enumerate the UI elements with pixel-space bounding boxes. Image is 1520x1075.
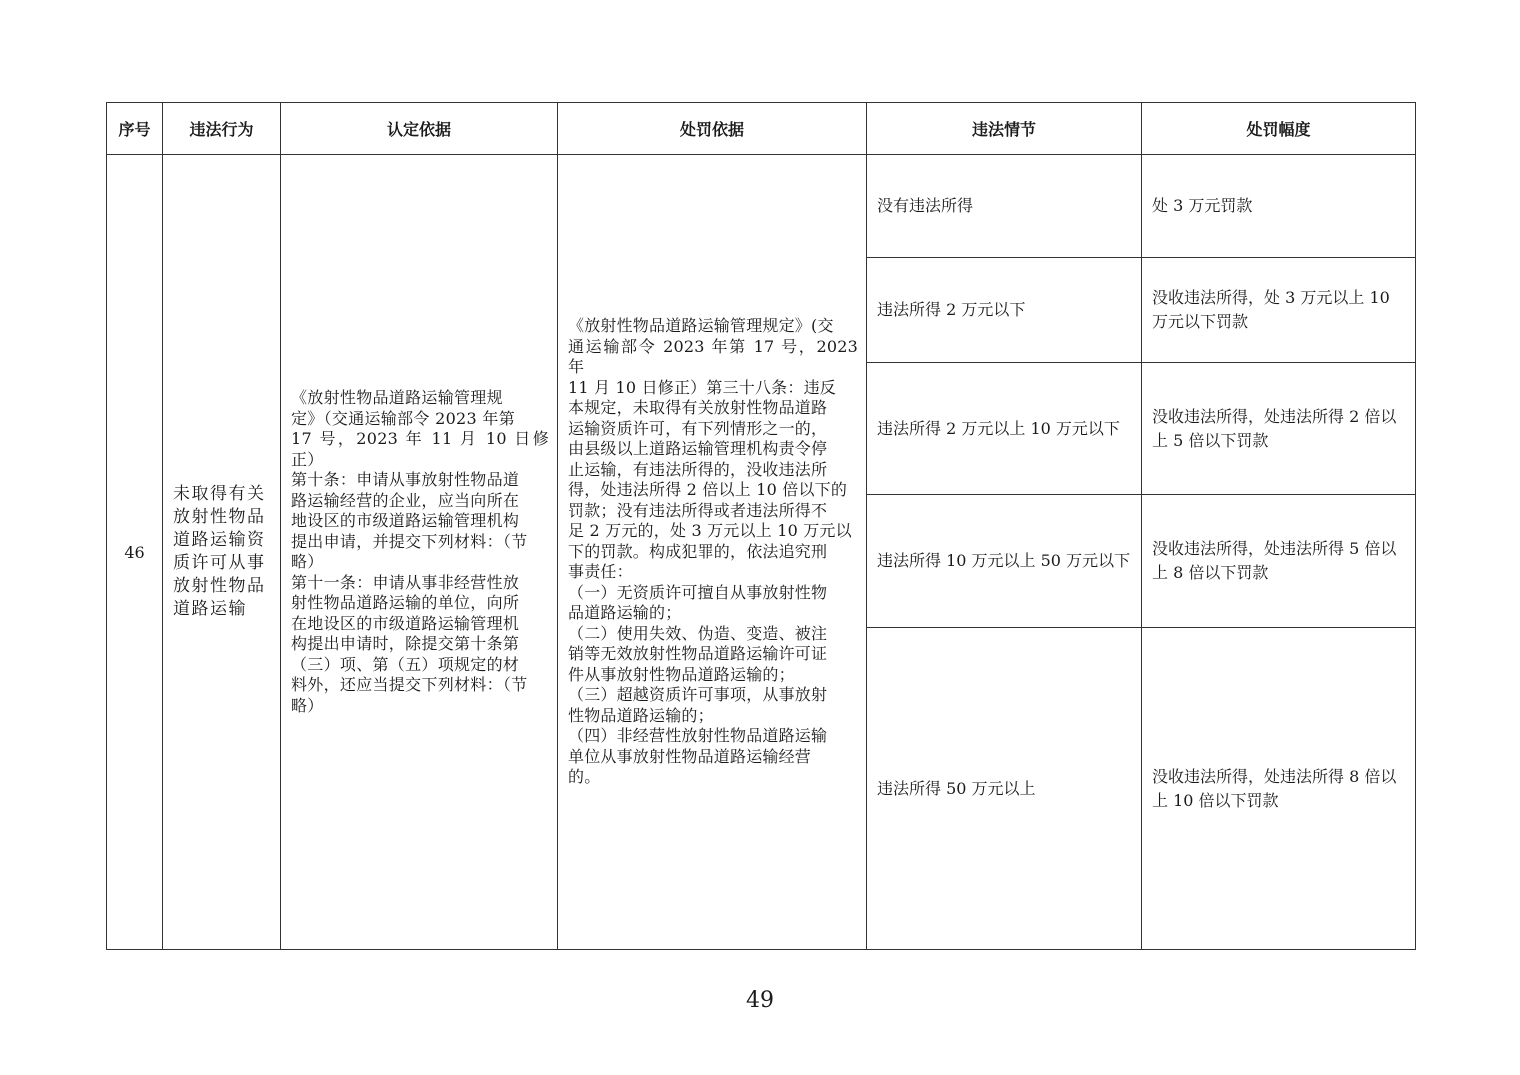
header-basis: 认定依据 bbox=[281, 103, 558, 155]
range-cell: 没收违法所得，处违法所得 5 倍以上 8 倍以下罚款 bbox=[1142, 495, 1416, 628]
situation-cell: 违法所得 50 万元以上 bbox=[867, 628, 1142, 950]
penalty-line: 事责任： bbox=[568, 562, 633, 582]
basis-line: 定》（交通运输部令 2023 年第 bbox=[291, 408, 515, 428]
basis-line: 料外，还应当提交下列材料：（节 bbox=[291, 675, 528, 694]
range-cell: 没收违法所得，处违法所得 8 倍以上 10 倍以下罚款 bbox=[1142, 628, 1416, 950]
penalty-line: 止运输，有违法所得的，没收违法所 bbox=[568, 459, 828, 479]
penalty-line: 下的罚款。构成犯罪的，依法追究刑 bbox=[568, 541, 828, 561]
basis-line: 射性物品道路运输的单位，向所 bbox=[291, 593, 520, 612]
basis-line: （三）项、第（五）项规定的材 bbox=[291, 654, 520, 674]
basis-line: 略） bbox=[291, 552, 324, 571]
range-cell: 没收违法所得，处违法所得 2 倍以上 5 倍以下罚款 bbox=[1142, 363, 1416, 495]
behavior-line: 未取得有关 bbox=[173, 484, 266, 504]
penalty-line: 件从事放射性物品道路运输的； bbox=[568, 664, 795, 684]
penalty-line: 性物品道路运输的； bbox=[568, 705, 714, 725]
basis-line: 提出申请，并提交下列材料：（节 bbox=[291, 531, 528, 551]
penalty-table bbox=[106, 102, 1416, 950]
header-penalty-basis: 处罚依据 bbox=[558, 103, 867, 155]
basis-line: 第十一条：申请从事非经营性放 bbox=[291, 572, 520, 592]
behavior-line: 道路运输 bbox=[173, 599, 247, 619]
row-behavior bbox=[163, 155, 281, 950]
behavior-line: 道路运输资 bbox=[173, 530, 266, 550]
situation-cell: 违法所得 10 万元以上 50 万元以下 bbox=[867, 495, 1142, 628]
penalty-line: 得，处违法所得 2 倍以上 10 倍以下的 bbox=[568, 480, 848, 500]
range-cell: 处 3 万元罚款 bbox=[1142, 155, 1416, 258]
behavior-line: 放射性物品 bbox=[173, 507, 266, 527]
basis-line: 在地设区的市级道路运输管理机 bbox=[291, 613, 520, 633]
penalty-line: 本规定，未取得有关放射性物品道路 bbox=[568, 398, 828, 418]
header-range: 处罚幅度 bbox=[1142, 103, 1416, 155]
situation-cell: 违法所得 2 万元以上 10 万元以下 bbox=[867, 363, 1142, 495]
penalty-line: 品道路运输的； bbox=[568, 603, 682, 623]
header-index: 序号 bbox=[107, 103, 163, 155]
basis-line: 构提出申请时，除提交第十条第 bbox=[291, 634, 520, 653]
penalty-line: 单位从事放射性物品道路运输经营 bbox=[568, 746, 812, 766]
header-row bbox=[107, 103, 1416, 155]
table-row bbox=[107, 155, 1416, 258]
basis-line: 路运输经营的企业，应当向所在 bbox=[291, 490, 520, 510]
penalty-line: 由县级以上道路运输管理机构责令停 bbox=[568, 439, 828, 459]
basis-line: 《放射性物品道路运输管理规 bbox=[291, 388, 503, 407]
penalty-line: （二）使用失效、伪造、变造、被注 bbox=[568, 623, 828, 643]
penalty-line: （四）非经营性放射性物品道路运输 bbox=[568, 726, 828, 746]
penalty-line: 11 月 10 日修正）第三十八条：违反 bbox=[568, 377, 836, 397]
row-basis bbox=[281, 155, 558, 950]
basis-line: 17 号，2023 年 11 月 10 日修正） bbox=[291, 429, 549, 469]
page-number: 49 bbox=[746, 988, 774, 1013]
situation-cell: 违法所得 2 万元以下 bbox=[867, 258, 1142, 363]
basis-line: 地设区的市级道路运输管理机构 bbox=[291, 511, 520, 530]
penalty-line: 运输资质许可，有下列情形之一的， bbox=[568, 418, 828, 438]
penalty-line: 销等无效放射性物品道路运输许可证 bbox=[568, 644, 828, 664]
penalty-line: （三）超越资质许可事项，从事放射 bbox=[568, 685, 828, 705]
penalty-line: 《放射性物品道路运输管理规定》(交 bbox=[568, 316, 834, 336]
behavior-line: 质许可从事 bbox=[173, 553, 266, 573]
range-cell: 没收违法所得，处 3 万元以上 10 万元以下罚款 bbox=[1142, 258, 1416, 363]
penalty-line: 罚款；没有违法所得或者违法所得不 bbox=[568, 500, 828, 520]
header-behavior: 违法行为 bbox=[163, 103, 281, 155]
penalty-line: 通运输部令 2023 年第 17 号，2023 年 bbox=[568, 336, 858, 377]
header-situation: 违法情节 bbox=[867, 103, 1142, 155]
penalty-line: 的。 bbox=[568, 767, 601, 787]
row-penalty-basis bbox=[558, 155, 867, 950]
penalty-line: 足 2 万元的，处 3 万元以上 10 万元以 bbox=[568, 521, 852, 541]
situation-cell: 没有违法所得 bbox=[867, 155, 1142, 258]
row-index: 46 bbox=[107, 155, 163, 950]
basis-line: 第十条：申请从事放射性物品道 bbox=[291, 470, 520, 489]
penalty-line: （一）无资质许可擅自从事放射性物 bbox=[568, 582, 828, 602]
behavior-line: 放射性物品 bbox=[173, 576, 266, 596]
basis-line: 略） bbox=[291, 695, 324, 715]
